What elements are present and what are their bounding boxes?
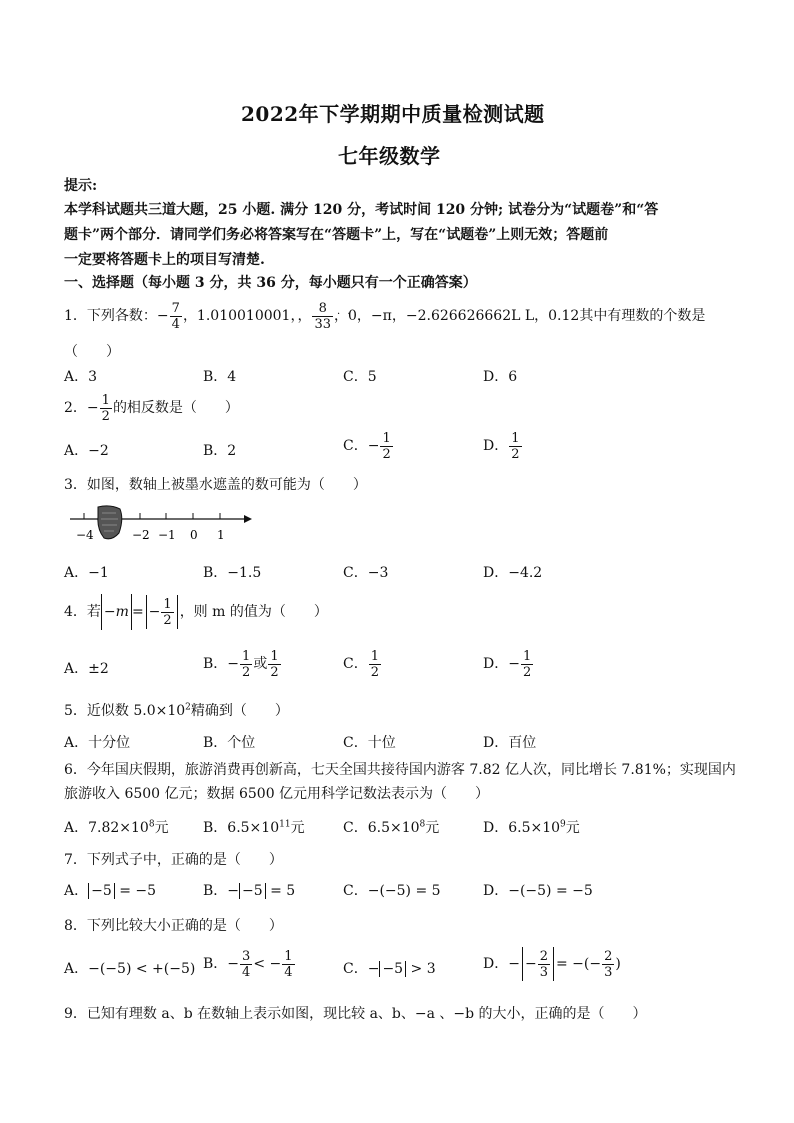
q2-option-b: B．2: [203, 443, 237, 459]
tips-line-2: 题卡”两个部分．请同学们务必将答案写在“答题卡”上，写在“试题卷”上则无效；答题前: [64, 227, 609, 243]
q4-option-b: B．− $\frac{1}{2}$ 或 $\frac{1}{2}$: [203, 648, 279, 680]
question-3-stem: 3．如图，数轴上被墨水遮盖的数可能为（ ）: [64, 477, 367, 493]
ink-blot-icon: [98, 506, 122, 539]
q6-option-b: B．$6.5\times 10^{11}$元: [203, 819, 305, 836]
q4-option-c: C． $\frac{1}{2}$: [343, 648, 379, 680]
question-6-line-1: 6．今年国庆假期，旅游消费再创新高，七天全国共接待国内游客 7.82 亿人次，同比增长 7.81%；实现国内: [64, 762, 736, 778]
question-7-stem: 7．下列式子中，正确的是（ ）: [64, 852, 283, 868]
question-5-stem: 5．近似数 $5.0\times 10^2$精确到（ ）: [64, 702, 289, 719]
q7-option-b: B．− −5 = 5: [203, 883, 296, 899]
tick-label-neg2: −2: [132, 528, 150, 542]
question-9-stem: 9．已知有理数 a、b 在数轴上表示如图，现比较 a、b、−a 、−b 的大小，正确的是（ ）: [64, 1006, 647, 1022]
q6-option-a: A．$7.82\times 10^8$元: [64, 819, 169, 836]
q1-option-b: B．4: [203, 369, 237, 385]
q2-option-c: C．− $\frac{1}{2}$: [343, 430, 391, 462]
q2-option-d: D． $\frac{1}{2}$: [483, 430, 520, 462]
q8-option-a: A．−(−5) < +(−5): [64, 961, 196, 977]
q2-option-a: A．−2: [64, 443, 109, 459]
page-title: 2022年下学期期中质量检测试题: [241, 102, 545, 126]
question-1-paren: （ ）: [64, 344, 120, 360]
section-heading: 一、选择题（每小题 3 分，共 36 分，每小题只有一个正确答案）: [64, 275, 477, 291]
q8-option-d: D．− − $\frac{2}{3}$ = −(− $\frac{2}{3}$ ): [483, 948, 621, 980]
q8-option-c: C．− −5 > 3: [343, 961, 436, 977]
q3-option-c: C．−3: [343, 565, 389, 581]
q3-option-a: A．−1: [64, 565, 109, 581]
q4-option-a: A．±2: [64, 661, 109, 677]
q5-option-b: B．个位: [203, 735, 256, 751]
page-subtitle: 七年级数学: [338, 144, 441, 168]
q1-option-a: A．3: [64, 369, 98, 385]
q5-option-a: A．十分位: [64, 735, 131, 751]
q7-option-d: D．−(−5) = −5: [483, 883, 593, 899]
q6-option-d: D．$6.5\times 10^9$元: [483, 819, 580, 836]
q5-option-d: D．百位: [483, 735, 537, 751]
tick-label-1: 1: [217, 528, 225, 542]
tips-line-3: 一定要将答题卡上的项目写清楚.: [64, 252, 265, 268]
q1-option-c: C．5: [343, 369, 377, 385]
q3-option-b: B．−1.5: [203, 565, 262, 581]
number-line-figure: [66, 505, 256, 547]
tick-label-neg1: −1: [158, 528, 176, 542]
question-1-stem: 1．下列各数：− $\frac{7}{4}$ ，1.010010001，， $\frac{8}{33}$ · · ，0，−π，−2.626626662L L，0.12其中有理数的个数是: [64, 298, 705, 334]
q1-option-d: D．6: [483, 369, 518, 385]
q6-option-c: C．$6.5\times 10^8$元: [343, 819, 440, 836]
question-8-stem: 8．下列比较大小正确的是（ ）: [64, 918, 283, 934]
tick-label-0: 0: [190, 528, 198, 542]
q7-option-a: A． −5 = −5: [64, 883, 157, 899]
question-6-line-2: 旅游收入 6500 亿元；数据 6500 亿元用科学记数法表示为（ ）: [64, 786, 490, 802]
q5-option-c: C．十位: [343, 735, 396, 751]
tips-line-1: 本学科试题共三道大题，25 小题. 满分 120 分，考试时间 120 分钟; 试卷分为“试题卷”和“答: [64, 202, 659, 218]
question-4-stem: 4．若 −m = − $\frac{1}{2}$ ，则 m 的值为（ ）: [64, 594, 328, 630]
q8-option-b: B．− $\frac{3}{4}$ < − $\frac{1}{4}$: [203, 948, 293, 980]
tips-label: 提示:: [64, 178, 98, 194]
q3-option-d: D．−4.2: [483, 565, 543, 581]
tick-label-neg4: −4: [76, 528, 94, 542]
q4-option-d: D．− $\frac{1}{2}$: [483, 648, 532, 680]
question-2-stem: 2．− $\frac{1}{2}$ 的相反数是（ ）: [64, 392, 239, 424]
q7-option-c: C．−(−5) = 5: [343, 883, 441, 899]
